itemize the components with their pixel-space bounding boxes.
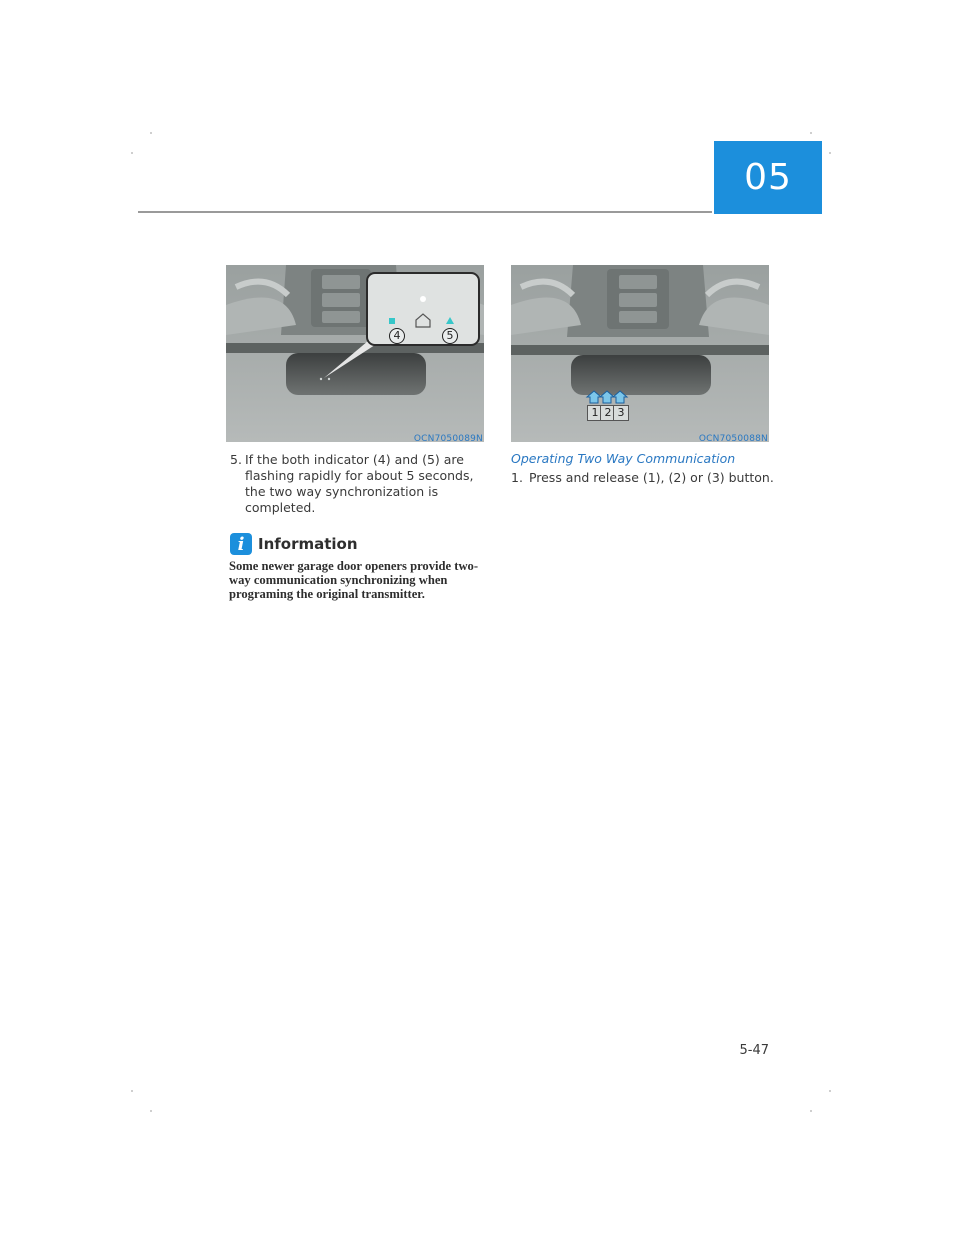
figure-mirror-buttons xyxy=(511,265,769,442)
step-1 xyxy=(511,470,773,486)
crop-mark xyxy=(150,132,152,134)
callout-4: 4 xyxy=(389,328,405,344)
chapter-tab: 05 xyxy=(714,141,822,214)
step-5 xyxy=(230,452,490,516)
header-rule xyxy=(138,211,712,213)
crop-mark xyxy=(829,152,831,154)
figure-code: OCN7050089N xyxy=(413,434,483,444)
crop-mark xyxy=(810,1110,812,1112)
section-subheading: Operating Two Way Communication xyxy=(511,451,736,466)
information-title: Information xyxy=(258,535,358,553)
step-text: Press and release (1), (2) or (3) button. xyxy=(528,470,774,485)
figure-code: OCN7050088N xyxy=(698,434,768,444)
crop-mark xyxy=(829,1090,831,1092)
figure-mirror-indicators xyxy=(226,265,484,442)
information-heading xyxy=(230,532,358,556)
step-number: 5. xyxy=(230,452,242,467)
step-number: 1. xyxy=(511,470,523,485)
callout-2: 2 xyxy=(600,405,616,421)
callout-5: 5 xyxy=(442,328,458,344)
crop-mark xyxy=(150,1110,152,1112)
info-icon: i xyxy=(230,533,252,555)
step-text: If the both indicator (4) and (5) are flashing rapidly for about 5 seconds, the two way synchronization is completed. xyxy=(245,452,474,515)
callout-1: 1 xyxy=(587,405,603,421)
page-number: 5-47 xyxy=(739,1043,769,1058)
crop-mark xyxy=(131,1090,133,1092)
crop-mark xyxy=(810,132,812,134)
information-body: Some newer garage door openers provide two-way communication synchronizing when programing the original transmitter. xyxy=(229,559,479,601)
crop-mark xyxy=(131,152,133,154)
callout-3: 3 xyxy=(613,405,629,421)
